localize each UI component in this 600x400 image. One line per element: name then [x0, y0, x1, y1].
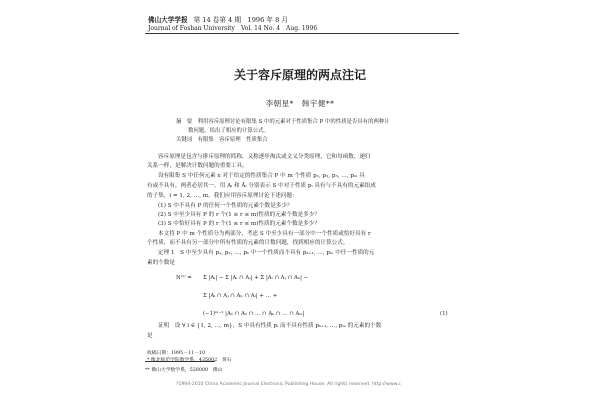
theorem-1-line2: 素的个数是: [147, 260, 175, 266]
para2-line2: 有或不具有，两者必居其一。用 Aᵢ 和 Āᵢ 分别表示 S 中对于性质 pᵢ 具有与不具有的元素组成: [147, 183, 376, 189]
header-rule: [145, 33, 459, 34]
journal-issue-en: Vol. 14 No. 4 Aug. 1996: [240, 25, 318, 32]
abstract-keywords: 关键词 有限集 容斥原理 性质集合: [176, 137, 268, 143]
para1-line1: 容斥原理是包含与排斥原理的简称，又称逐步淘汰或文义分类原理，它和母函数、递归: [158, 154, 371, 160]
para3-line2: 个性质，而不具有另一部分中所有性质的元素的计数问题，找到相应的计算公式。: [147, 240, 349, 246]
footnote-received: 收稿日期：1995－11－10: [147, 351, 205, 356]
para1-line2: 关系一样，是解决计数问题的重要工具。: [147, 163, 248, 169]
formula-lhs: N⁽¹⁾ =: [176, 275, 192, 281]
journal-name-cn: 佛山大学学报: [148, 16, 188, 24]
abstract-line-1: 摘 要 利用容斥原理讨论有限集 S 中的元素对于性质集合 P 中的性质是否具有的两种计: [176, 119, 390, 125]
paper-title: 关于容斥原理的两点注记: [233, 68, 366, 82]
proof-line2: 是: [147, 333, 153, 339]
journal-name-en: Journal of Foshan University: [148, 25, 235, 32]
theorem-1-line1: 定理 1 S 中至少具有 p₁, p₂, …, pₖ 中一个性质而不具有 pₖ₊₁, …, pₘ 中任一性质的元: [158, 250, 375, 256]
abstract-line-2: 数问题，给出了相应的计算公式。: [188, 128, 269, 134]
paper-authors: 李朝星* 韩宇健**: [265, 99, 335, 108]
footnote-author-2: ** 佛山大学数学系，528000 佛山: [145, 368, 223, 373]
para2-line1: 设有限集 S 中任何元素 x 对于给定的性质集合 P 中 m 个性质 p₁, p₂, p₃, …, pₘ 具: [158, 173, 365, 179]
copyright-line: ?1994-2010 China Academic Journal Electronic Publishing House. All rights reserved. http://www.c: [176, 382, 401, 387]
question-3: (3) S 中恰好具有 P 的 r 个(1 ≤ r ≤ m)性质的元素个数是多少？: [158, 221, 320, 227]
para2-line3: 的子集，i = 1, 2, …, m。我们应用容斥原理讨论下述问题：: [147, 193, 298, 199]
para3-line1: 本文将 P 中 m 个性质分为两部分，考虑 S 中至少具有一部分中一个性质或恰好具有 r: [158, 231, 371, 237]
formula-line-1: Σ |Aᵢ| − Σ |Aᵢ ∩ Aⱼ| + Σ |Aᵢ ∩ Aⱼ ∩ Aₕ| −: [203, 275, 309, 281]
journal-issue-cn: 第 14 卷第 4 期 1996 年 8 月: [193, 16, 288, 24]
formula-line-2: Σ |Aᵢ ∩ Aⱼ ∩ Aₕ ∩ Aₗ| + … +: [203, 293, 278, 299]
question-1: (1) S 中不具有 P 的任何一个性质的元素个数是多少？: [158, 203, 293, 209]
formula-number: (1): [440, 311, 448, 317]
footnote-author-1: * 衡北师范学院数学系，435002 黄石: [147, 358, 232, 363]
journal-header-en: [148, 23, 317, 32]
question-2: (2) S 中至少具有 P 的 r 个(1 ≤ r ≤ m)性质的元素个数是多少？: [158, 212, 320, 218]
formula-line-3: (−1)ᵐ⁻¹ |A₁ ∩ A₂ ∩ … ∩ Aₖ ∩ … ∩ Aₘ|: [203, 311, 305, 317]
proof-line1: 证明 设 ∀ i ∈ {1, 2, …, m}，S 中具有性质 pᵢ 而不具有性质 pₖ₊₁, …, pₘ 的元素的个数: [158, 323, 382, 329]
